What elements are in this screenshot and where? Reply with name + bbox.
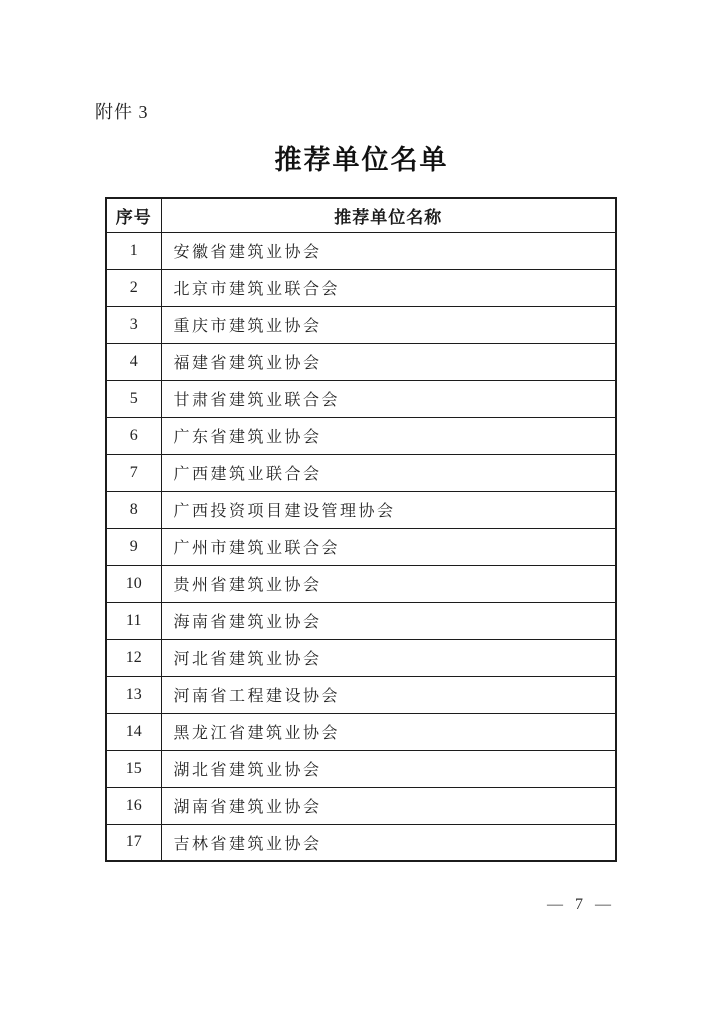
unit-name-cell: 广州市建筑业联合会	[161, 528, 616, 565]
table-row	[106, 343, 616, 380]
unit-name-cell: 黑龙江省建筑业协会	[161, 713, 616, 750]
unit-name-cell: 广西投资项目建设管理协会	[161, 491, 616, 528]
serial-number-cell: 1	[106, 232, 161, 269]
unit-name-cell: 重庆市建筑业协会	[161, 306, 616, 343]
unit-name-cell: 广东省建筑业协会	[161, 417, 616, 454]
serial-number-cell: 11	[106, 602, 161, 639]
table-row	[106, 380, 616, 417]
table-header-row	[106, 198, 616, 232]
page-title: 推荐单位名单	[274, 145, 449, 175]
table-row	[106, 491, 616, 528]
serial-number-cell: 4	[106, 343, 161, 380]
table-row	[106, 565, 616, 602]
table-body	[106, 232, 616, 861]
unit-name-cell: 湖南省建筑业协会	[161, 787, 616, 824]
serial-number-cell: 12	[106, 639, 161, 676]
unit-name-cell: 吉林省建筑业协会	[161, 824, 616, 861]
unit-name-cell: 安徽省建筑业协会	[161, 232, 616, 269]
serial-number-cell: 7	[106, 454, 161, 491]
serial-number-cell: 3	[106, 306, 161, 343]
serial-number-cell: 8	[106, 491, 161, 528]
serial-number-cell: 6	[106, 417, 161, 454]
recommended-units-table	[105, 197, 617, 862]
table-row	[106, 676, 616, 713]
unit-name-cell: 河北省建筑业协会	[161, 639, 616, 676]
table-row	[106, 750, 616, 787]
unit-name-cell: 北京市建筑业联合会	[161, 269, 616, 306]
table-row	[106, 528, 616, 565]
unit-name-cell: 广西建筑业联合会	[161, 454, 616, 491]
table-row	[106, 232, 616, 269]
serial-number-cell: 5	[106, 380, 161, 417]
table-row	[106, 454, 616, 491]
serial-number-cell: 2	[106, 269, 161, 306]
serial-number-cell: 14	[106, 713, 161, 750]
serial-number-cell: 16	[106, 787, 161, 824]
table-row	[106, 639, 616, 676]
table-row	[106, 713, 616, 750]
page-number: — 7 —	[547, 896, 615, 913]
unit-name-cell: 河南省工程建设协会	[161, 676, 616, 713]
serial-number-cell: 15	[106, 750, 161, 787]
table-row	[106, 824, 616, 861]
unit-name-cell: 海南省建筑业协会	[161, 602, 616, 639]
table-row	[106, 306, 616, 343]
serial-number-cell: 10	[106, 565, 161, 602]
unit-name-cell: 贵州省建筑业协会	[161, 565, 616, 602]
serial-number-cell: 9	[106, 528, 161, 565]
table-row	[106, 602, 616, 639]
header-unit-name: 推荐单位名称	[161, 198, 616, 232]
serial-number-cell: 17	[106, 824, 161, 861]
attachment-label: 附件 3	[95, 102, 149, 122]
unit-name-cell: 甘肃省建筑业联合会	[161, 380, 616, 417]
unit-name-cell: 湖北省建筑业协会	[161, 750, 616, 787]
serial-number-cell: 13	[106, 676, 161, 713]
table-row	[106, 269, 616, 306]
unit-name-cell: 福建省建筑业协会	[161, 343, 616, 380]
table-row	[106, 787, 616, 824]
header-serial-number: 序号	[106, 198, 161, 232]
table-row	[106, 417, 616, 454]
